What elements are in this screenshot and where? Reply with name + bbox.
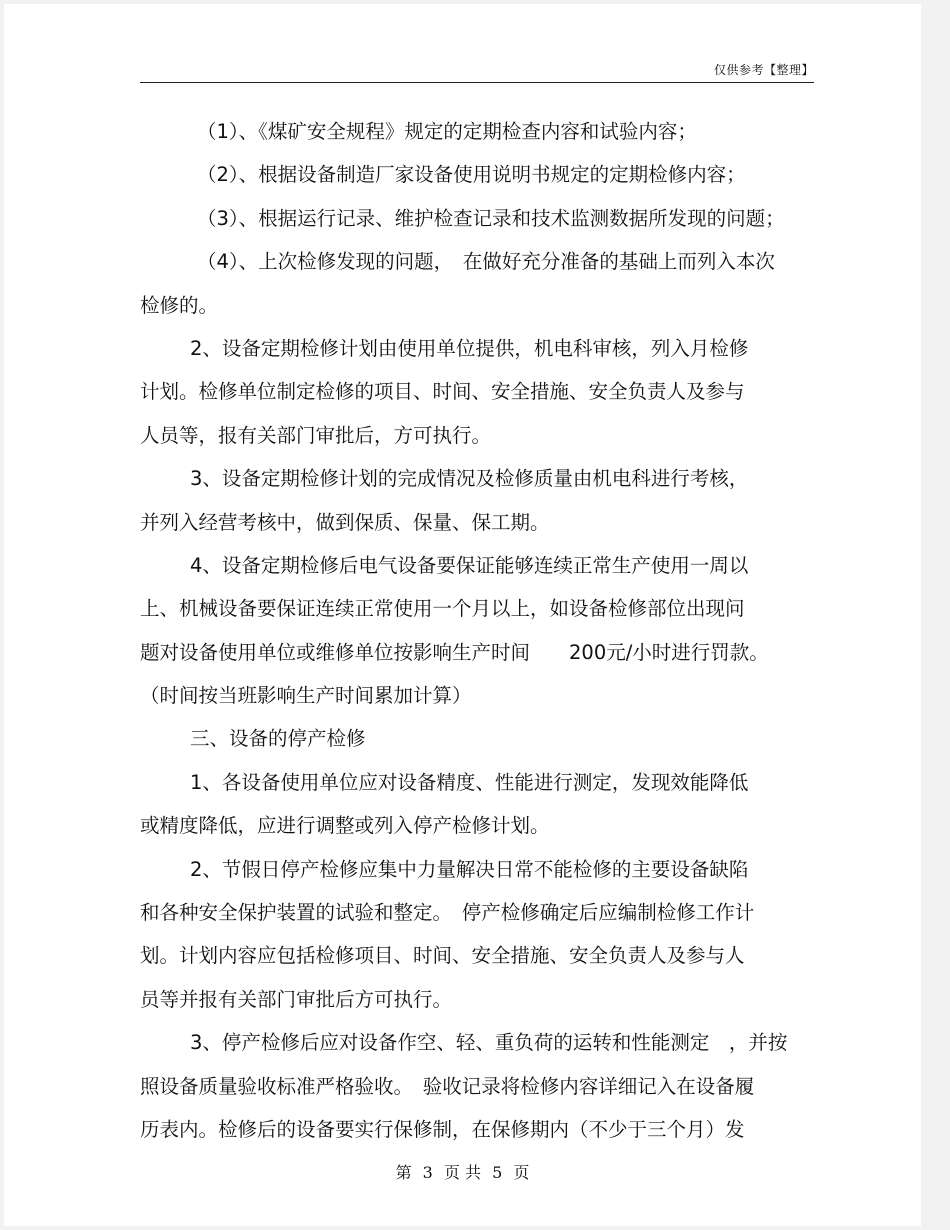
footer-page-number: 3 <box>422 1163 433 1182</box>
text-line: 或精度降低，应进行调整或列入停产检修计划。 <box>140 814 550 838</box>
page-header <box>140 61 814 83</box>
text-line: 3、设备定期检修计划的完成情况及检修质量由机电科进行考核， <box>190 467 749 491</box>
text-line: 2、节假日停产检修应集中力量解决日常不能检修的主要设备缺陷 <box>190 857 749 881</box>
footer-middle: 页 共 <box>443 1163 482 1182</box>
text-line: 人员等，报有关部门审批后，方可执行。 <box>140 423 492 447</box>
text-line: （时间按当班影响生产时间累加计算） <box>140 684 472 708</box>
footer-total-pages: 5 <box>492 1163 503 1182</box>
text-line: 计划。检修单位制定检修的项目、时间、安全措施、安全负责人及参与 <box>140 380 745 404</box>
text-line: 和各种安全保护装置的试验和整定。 停产检修确定后应编制检修工作计 <box>140 901 755 925</box>
document-page <box>4 4 921 1226</box>
text-line: 照设备质量验收标准严格验收。 验收记录将检修内容详细记入在设备履 <box>140 1074 755 1098</box>
header-text: 仅供参考【整理】 <box>713 63 814 77</box>
text-line: 上、机械设备要保证连续正常使用一个月以上，如设备检修部位出现问 <box>140 597 745 621</box>
text-line: 检修的。 <box>140 293 219 317</box>
text-line: （4）、上次检修发现的问题， 在做好充分准备的基础上而列入本次 <box>197 250 775 274</box>
text-line: （1）、《煤矿安全规程》规定的定期检查内容和试验内容； <box>197 120 697 143</box>
text-line: 员等并报有关部门审批后方可执行。 <box>140 987 453 1011</box>
text-line: （2）、根据设备制造厂家设备使用说明书规定的定期检修内容； <box>197 163 746 187</box>
text-line: 4、设备定期检修后电气设备要保证能够连续正常生产使用一周以 <box>190 553 749 577</box>
text-line: 划。计划内容应包括检修项目、时间、安全措施、安全负责人及参与人 <box>140 944 745 968</box>
section-heading: 三、设备的停产检修 <box>190 727 366 751</box>
text-line: 1、各设备使用单位应对设备精度、性能进行测定，发现效能降低 <box>190 770 749 794</box>
text-line: 题对设备使用单位或维修单位按影响生产时间 200元/小时进行罚款。 <box>140 640 769 664</box>
body-text <box>140 110 816 1151</box>
text-line: 历表内。检修后的设备要实行保修制，在保修期内（不少于三个月）发 <box>140 1117 745 1141</box>
text-line: 2、设备定期检修计划由使用单位提供，机电科审核，列入月检修 <box>190 336 749 360</box>
footer-suffix: 页 <box>513 1163 530 1182</box>
page-footer <box>4 1160 921 1183</box>
footer-prefix: 第 <box>395 1163 412 1182</box>
text-line: 并列入经营考核中，做到保质、保量、保工期。 <box>140 510 550 534</box>
text-line: 3、停产检修后应对设备作空、轻、重负荷的运转和性能测定 ，并按 <box>190 1031 788 1055</box>
text-line: （3）、根据运行记录、维护检查记录和技术监测数据所发现的问题； <box>197 206 785 230</box>
